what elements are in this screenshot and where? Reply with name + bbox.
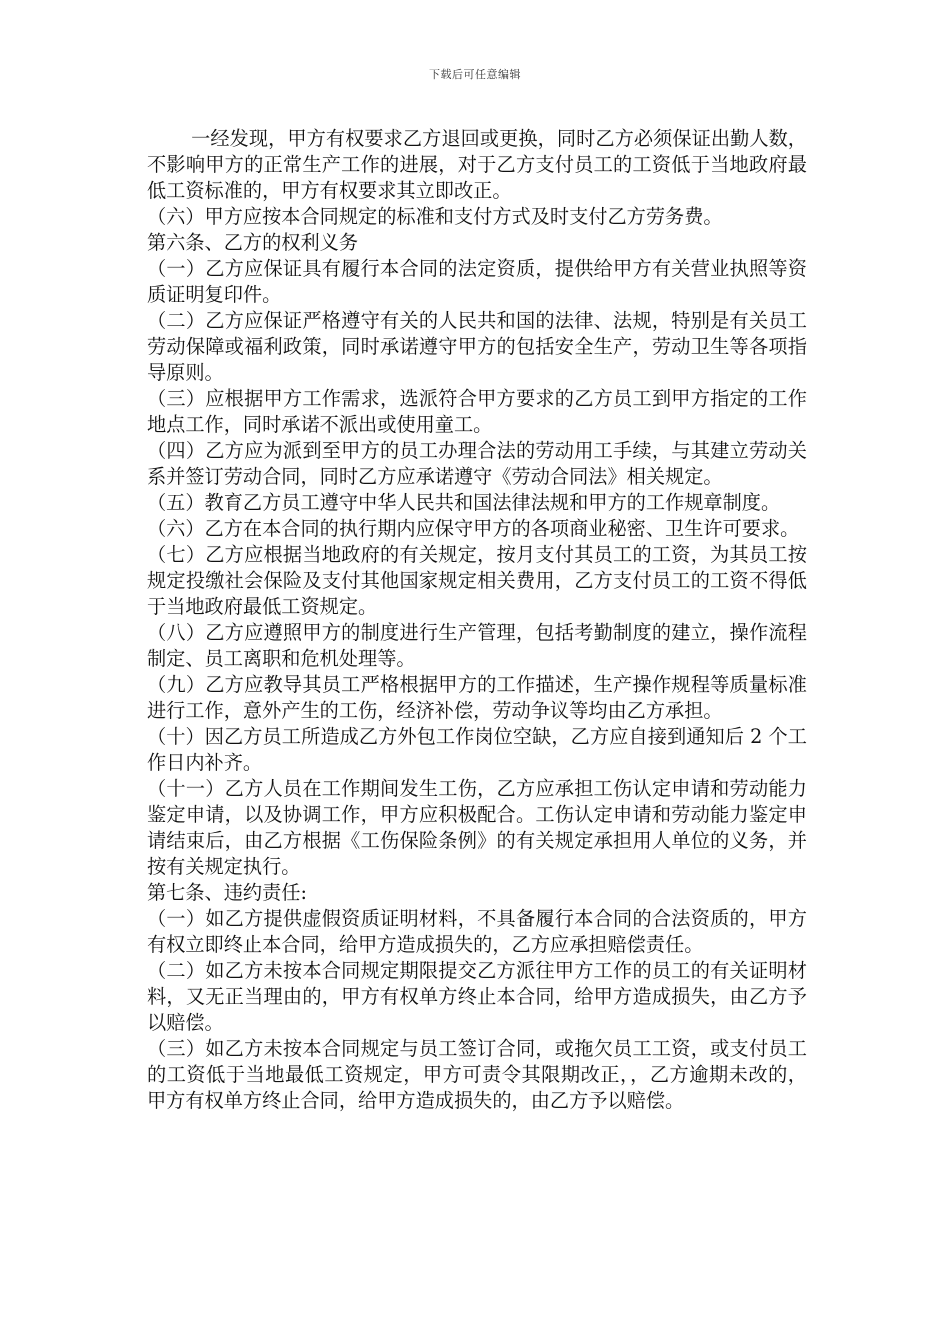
clause-b6-confidentiality: （六）乙方在本合同的执行期内应保守甲方的各项商业秘密、卫生许可要求。 [147, 517, 800, 540]
paragraph-continuation: 一经发现，甲方有权要求乙方退回或更换，同时乙方必须保证出勤人数，不影响甲方的正常生产工作的进展，对于乙方支付员工的工资低于当地政府最低工资标准的，甲方有权要求其立即改正。 [147, 127, 807, 202]
clause-c2-documents: （二）如乙方未按本合同规定期限提交乙方派往甲方工作的员工的有关证明材料，又无正当理由的，甲方有权单方终止本合同，给甲方造成损失，由乙方予以赔偿。 [147, 959, 807, 1034]
clause-b9-instruction: （九）乙方应教导其员工严格根据甲方的工作描述，生产操作规程等质量标准进行工作，意外产生的工伤，经济补偿，劳动争议等均由乙方承担。 [147, 673, 807, 722]
document-body [147, 126, 807, 1114]
clause-b8-management: （八）乙方应遵照甲方的制度进行生产管理，包括考勤制度的建立，操作流程制定、员工离职和危机处理等。 [147, 621, 807, 670]
clause-b7-wages: （七）乙方应根据当地政府的有关规定，按月支付其员工的工资，为其员工按规定投缴社会保险及支付其他国家规定相关费用，乙方支付员工的工资不得低于当地政府最低工资规定。 [147, 543, 807, 618]
page-header: 下载后可任意编辑 [429, 68, 521, 81]
clause-a6-pay-fees: （六）甲方应按本合同规定的标准和支付方式及时支付乙方劳务费。 [147, 205, 723, 228]
clause-c1-false-qualification: （一）如乙方提供虚假资质证明材料，不具备履行本合同的合法资质的，甲方有权立即终止本合同，给甲方造成损失的，乙方应承担赔偿责任。 [147, 907, 807, 956]
article-7-heading: 第七条、违约责任: [147, 881, 307, 904]
clause-b3-staffing: （三）应根据甲方工作需求，选派符合甲方要求的乙方员工到甲方指定的工作地点工作，同时承诺不派出或使用童工。 [147, 387, 807, 436]
clause-b5-education: （五）教育乙方员工遵守中华人民共和国法律法规和甲方的工作规章制度。 [147, 491, 781, 514]
clause-b10-vacancy: （十）因乙方员工所造成乙方外包工作岗位空缺，乙方应自接到通知后 2 个工作日内补齐。 [147, 725, 807, 774]
clause-c3-wage-violation: （三）如乙方未按本合同规定与员工签订合同，或拖欠员工工资，或支付员工的工资低于当地最低工资规定，甲方可责令其限期改正，，乙方逾期未改的，甲方有权单方终止合同，给甲方造成损失的，由乙方予以赔偿。 [147, 1037, 807, 1112]
article-6-heading: 第六条、乙方的权利义务 [147, 231, 359, 254]
clause-b1-qualification: （一）乙方应保证具有履行本合同的法定资质，提供给甲方有关营业执照等资质证明复印件。 [147, 257, 807, 306]
clause-b11-injury: （十一）乙方人员在工作期间发生工伤，乙方应承担工伤认定申请和劳动能力鉴定申请，以及协调工作，甲方应积极配合。工伤认定申请和劳动能力鉴定申请结束后，由乙方根据《工伤保险条例》的有关规定承担用人单位的义务，并按有关规定执行。 [147, 777, 807, 878]
clause-b4-labor-contract: （四）乙方应为派到至甲方的员工办理合法的劳动用工手续，与其建立劳动关系并签订劳动合同，同时乙方应承诺遵守《劳动合同法》相关规定。 [147, 439, 807, 488]
clause-b2-compliance: （二）乙方应保证严格遵守有关的人民共和国的法律、法规，特别是有关员工劳动保障或福利政策，同时承诺遵守甲方的包括安全生产，劳动卫生等各项指导原则。 [147, 309, 807, 384]
